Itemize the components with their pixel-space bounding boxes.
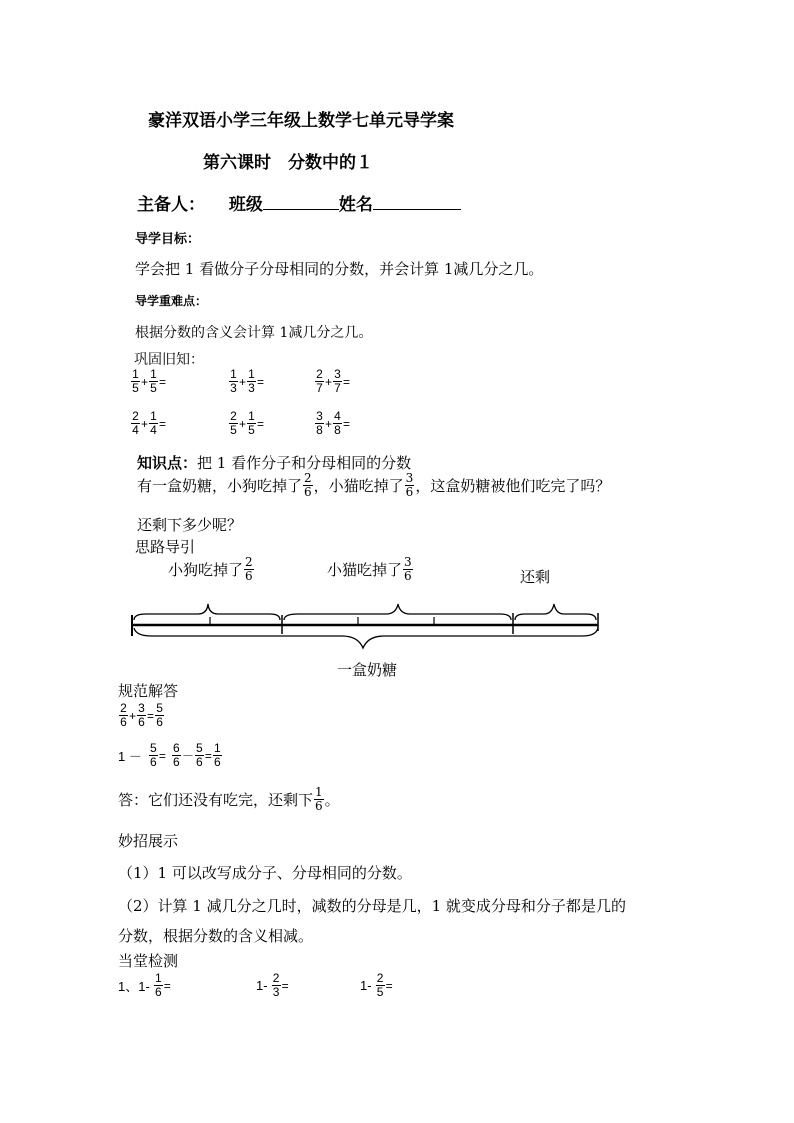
fraction (131, 368, 140, 395)
cat-fraction (403, 556, 413, 583)
plus-sign: + (239, 416, 247, 431)
fraction-numerator: 3 (404, 555, 412, 569)
fraction-denominator: 5 (376, 985, 384, 999)
fraction-denominator: 6 (404, 569, 412, 583)
dog-brace (134, 604, 280, 620)
preparer-label: 主备人： (137, 195, 205, 215)
cat-brace (284, 604, 511, 620)
fraction-denominator: 6 (315, 799, 323, 813)
fraction (213, 742, 222, 769)
fraction-numerator: 2 (316, 367, 323, 381)
equals-sign: = (159, 416, 167, 431)
review-exercise (314, 410, 350, 437)
dog-fraction (244, 556, 254, 583)
fraction-dog (303, 472, 313, 499)
fraction-numerator: 1 (132, 367, 139, 381)
problem-text-1: 有一盒奶糖，小狗吃掉了 (137, 477, 303, 495)
fraction-denominator: 5 (150, 381, 157, 395)
answer-line (118, 786, 340, 813)
fraction-numerator: 4 (334, 409, 341, 423)
fraction-numerator: 5 (150, 741, 157, 755)
problem-text-2: ，小猫吃掉了 (313, 477, 404, 495)
fraction-denominator: 7 (316, 381, 323, 395)
review-exercise (130, 410, 166, 437)
solution-line-1 (118, 702, 165, 729)
operator: － (181, 749, 194, 763)
fraction (131, 410, 140, 437)
review-exercise (228, 410, 264, 437)
problem-line (137, 472, 610, 499)
cat-label-text: 小猫吃掉了 (327, 561, 403, 579)
equals-sign: = (281, 978, 289, 993)
test-exercise (256, 972, 289, 999)
plus-sign: + (141, 374, 149, 389)
fraction (154, 972, 163, 999)
equals-sign: = (257, 374, 265, 389)
review-exercise (314, 368, 350, 395)
name-label: 姓名 (338, 195, 373, 215)
fraction-denominator: 6 (196, 755, 203, 769)
equals-sign: = (385, 978, 393, 993)
plus-sign: + (325, 416, 333, 431)
name-field[interactable] (373, 192, 461, 210)
dog-label-text: 小狗吃掉了 (168, 561, 244, 579)
fraction-cat (405, 472, 415, 499)
fraction (272, 972, 281, 999)
diagram-cat-label (327, 556, 414, 583)
equals-sign: = (343, 374, 351, 389)
fraction-denominator: 3 (230, 381, 237, 395)
tip-1: （1）1 可以改写成分子、分母相同的分数。 (118, 864, 412, 882)
fraction-numerator: 1 (315, 785, 323, 799)
lesson-title: 第六课时 分数中的１ (203, 153, 373, 173)
test-heading: 当堂检测 (118, 952, 179, 970)
fraction (172, 742, 181, 769)
fraction-numerator: 2 (120, 701, 127, 715)
fraction-numerator: 3 (138, 701, 145, 715)
fraction-numerator: 2 (230, 409, 237, 423)
problem-text-3: ，这盒奶糖被他们吃完了吗？ (415, 477, 611, 495)
equals-sign: = (147, 708, 155, 723)
fraction-denominator: 6 (154, 985, 162, 999)
fraction-numerator: 1 (150, 367, 157, 381)
answer-period: 。 (324, 791, 340, 809)
plus-sign: + (141, 416, 149, 431)
fraction-numerator: 2 (376, 971, 384, 985)
rest-brace (515, 604, 596, 620)
exercise-prefix: 1、1- (118, 979, 150, 994)
fraction-numerator: 1 (150, 409, 157, 423)
fraction-denominator: 8 (334, 423, 341, 437)
fraction (376, 972, 385, 999)
tip-2b: 分数，根据分数的含义相减。 (118, 927, 314, 945)
equals-sign: = (343, 416, 351, 431)
fraction-denominator: 6 (150, 755, 157, 769)
fraction (315, 410, 324, 437)
equals-sign: = (163, 978, 171, 993)
fraction-denominator: 8 (316, 423, 323, 437)
fraction (149, 410, 158, 437)
fraction-numerator: 1 (214, 741, 221, 755)
fraction-numerator: 3 (405, 471, 414, 485)
fraction (149, 742, 158, 769)
exercise-prefix: 1- (256, 978, 268, 993)
diagram-rest-label: 还剩 (520, 568, 551, 586)
solution-line-2 (118, 742, 223, 769)
equals-sign: = (257, 416, 265, 431)
equals-sign: = (204, 748, 212, 763)
plus-sign: + (239, 374, 247, 389)
class-field[interactable] (263, 192, 339, 210)
fraction (333, 368, 342, 395)
diagram-whole-label: 一盒奶糖 (337, 661, 398, 679)
fraction-numerator: 2 (245, 555, 253, 569)
fraction-denominator: 6 (214, 755, 221, 769)
solution-heading: 规范解答 (118, 682, 179, 700)
fraction-numerator: 2 (272, 971, 280, 985)
fraction (195, 742, 204, 769)
diagram-dog-label (168, 556, 255, 583)
fraction-numerator: 1 (248, 367, 255, 381)
knowledge-text: 把 1 看作分子和分母相同的分数 (197, 454, 412, 472)
problem-text-4: 还剩下多少呢？ (137, 516, 243, 534)
fraction-denominator: 5 (248, 423, 255, 437)
fraction-denominator: 6 (156, 715, 163, 729)
fraction (247, 368, 256, 395)
answer-fraction (314, 786, 324, 813)
fraction (119, 702, 128, 729)
fraction-denominator: 5 (230, 423, 237, 437)
fraction-numerator: 2 (304, 471, 312, 485)
fraction (247, 410, 256, 437)
class-label: 班级 (228, 195, 263, 215)
candy-box-diagram (120, 598, 620, 658)
test-exercise (360, 972, 393, 999)
knowledge-heading: 知识点： (137, 454, 198, 472)
review-exercise (228, 368, 264, 395)
answer-text: 答：它们还没有吃完，还剩下 (118, 791, 314, 809)
equals-sign: = (159, 374, 167, 389)
fraction (229, 368, 238, 395)
fraction-numerator: 6 (173, 741, 180, 755)
fraction-numerator: 3 (334, 367, 341, 381)
fraction (315, 368, 324, 395)
key-points-heading: 导学重难点： (135, 294, 208, 308)
review-exercise (130, 368, 166, 395)
fraction-denominator: 4 (132, 423, 139, 437)
test-exercise (118, 972, 171, 999)
fraction-denominator: 6 (120, 715, 127, 729)
fraction (333, 410, 342, 437)
fraction-numerator: 5 (196, 741, 203, 755)
review-heading: 巩固旧知： (134, 352, 204, 368)
fraction-numerator: 5 (156, 701, 163, 715)
fraction-denominator: 6 (304, 485, 312, 499)
fraction (149, 368, 158, 395)
fraction (137, 702, 146, 729)
plus-sign: + (325, 374, 333, 389)
exercise-prefix: 1- (360, 978, 372, 993)
fraction-denominator: 4 (150, 423, 157, 437)
fraction-denominator: 6 (245, 569, 253, 583)
fraction-numerator: 1 (154, 971, 162, 985)
tip-2a: （2）计算 1 减几分之几时，减数的分母是几，1 就变成分母和分子都是几的 (118, 897, 626, 915)
fraction-denominator: 3 (272, 985, 280, 999)
fraction-denominator: 6 (405, 485, 414, 499)
key-points-text: 根据分数的含义会计算 1减几分之几。 (135, 325, 373, 341)
fraction-numerator: 1 (230, 367, 237, 381)
prefix: 1 － (118, 749, 142, 764)
goals-text: 学会把 1 看做分子分母相同的分数，并会计算 1减几分之几。 (135, 260, 544, 278)
fraction-denominator: 6 (173, 755, 180, 769)
fraction (229, 410, 238, 437)
fraction-denominator: 3 (248, 381, 255, 395)
equals-sign: = (158, 748, 166, 763)
fraction-denominator: 5 (132, 381, 139, 395)
knowledge-line (137, 452, 411, 473)
fraction-denominator: 6 (138, 715, 145, 729)
preparer-line (137, 190, 461, 215)
goals-heading: 导学目标： (135, 232, 201, 247)
tips-heading: 妙招展示 (118, 832, 179, 850)
guide-heading: 思路导引 (135, 538, 196, 556)
page-title: 豪洋双语小学三年级上数学七单元导学案 (148, 111, 454, 131)
fraction-numerator: 2 (132, 409, 139, 423)
whole-brace (134, 628, 598, 648)
fraction-numerator: 1 (248, 409, 255, 423)
fraction (155, 702, 164, 729)
fraction-denominator: 7 (334, 381, 341, 395)
operator: + (129, 708, 137, 723)
fraction-numerator: 3 (316, 409, 323, 423)
